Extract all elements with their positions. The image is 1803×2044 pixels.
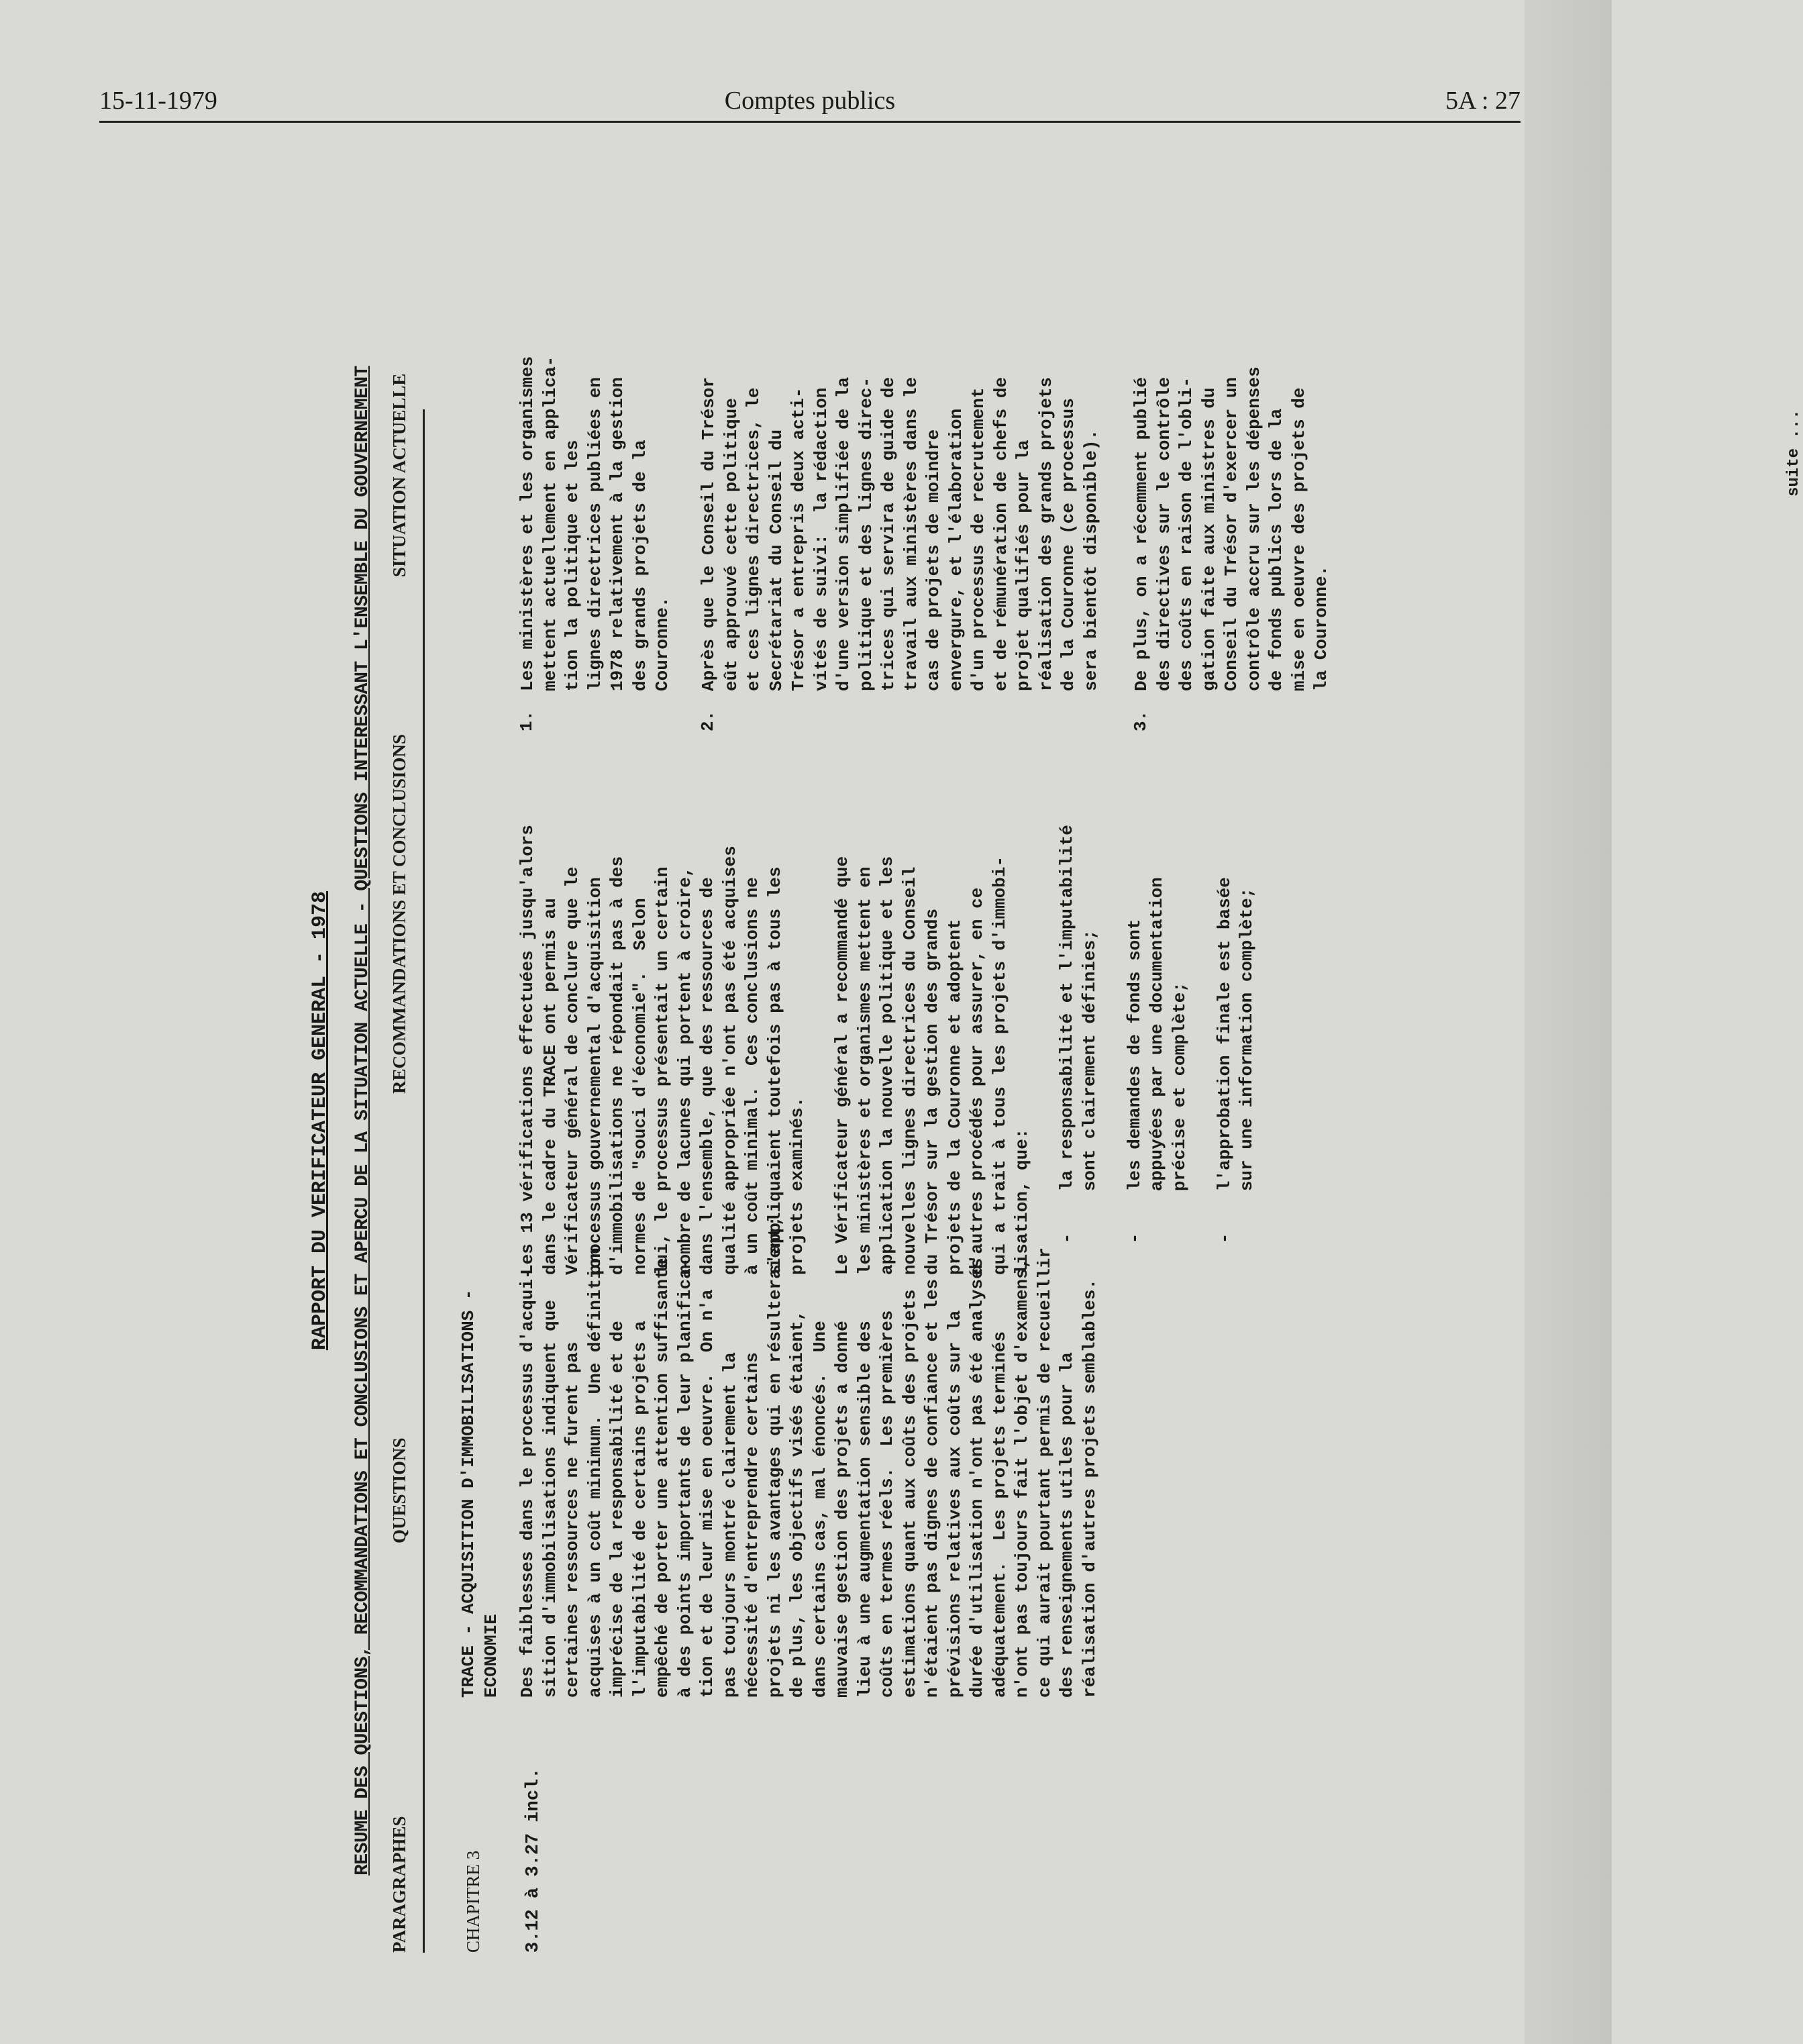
rotated-table bbox=[309, 248, 1803, 1993]
suite-note: suite ... bbox=[1785, 409, 1803, 497]
recommendations-text: Les 13 vérifications effectuées jusqu'alors dans le cadre du TRACE ont permis au Vérificateur général de conclure que le processus gouvernemental d'acquisition d'immobilisations ne répondait pas à des normes de "souci d'économie". Selon lui, le processus présentait un certain nombre de lacunes qui portent à croire, dans l'ensemble, que des ressources de qualité appropriée n'ont pas été acquises à un coût minimal. Ces conclusions ne s'appliquaient toutefois pas à tous les projets examinés. Le Vérificateur général a recommandé que les ministères et organismes mettent en application la nouvelle politique et les nouvelles lignes directrices du Conseil du Trésor sur la gestion des grands projets de la Couronne et adoptent d'autres procédés pour assurer, en ce qui a trait à tous les projets d'immobi- lisation, que: - la responsabilité et l'imputabilité sont clairement définies; - les demandes de fonds sont appuyées par une documentation précise et complète; - l'approbation finale est basée sur une information complète; bbox=[517, 825, 1257, 1275]
chapter-title: TRACE - ACQUISITION D'IMMOBILISATIONS - ECONOMIE bbox=[458, 1289, 501, 1698]
col-header-paragraphs: PARAGRAPHES bbox=[389, 1816, 409, 1953]
header-page-number: 5A : 27 bbox=[1445, 87, 1521, 115]
situation-num-1: 1. bbox=[517, 710, 537, 731]
situation-text-1: Les ministères et les organismes mettent actuellement en applica- tion la politique et les lignes directrices publiées en 1978 relativement à la gestion des grands projets de la Couronne. bbox=[517, 356, 672, 691]
situation-num-2: 2. bbox=[698, 710, 718, 731]
situation-text-2: Après que le Conseil du Trésor eût approuvé cette politique et ces lignes directrices, le Secrétariat du Conseil du Trésor a entrepris deux acti- vités de suivi: la rédaction d'une version simplifiée de la politique et des lignes direc- trices qui servira de guide de travail aux ministères dans le cas de projets de moindre envergure, et l'élaboration d'un processus de recrutement et de rémunération de chefs de projet qualifiés pour la réalisation des grands projets de la Couronne (ce processus sera bientôt disponible). bbox=[699, 376, 1101, 691]
report-title: RAPPORT DU VERIFICATEUR GENERAL - 1978 bbox=[309, 890, 331, 1351]
header-rule bbox=[423, 409, 425, 1953]
chapter-label: CHAPITRE 3 bbox=[463, 1850, 483, 1953]
header-title: Comptes publics bbox=[724, 87, 896, 115]
col-header-recommendations: RECOMMANDATIONS ET CONCLUSIONS bbox=[389, 733, 409, 1094]
col-header-questions: QUESTIONS bbox=[389, 1437, 409, 1543]
scan-edge bbox=[1525, 0, 1612, 2044]
header-date: 15-11-1979 bbox=[99, 87, 217, 115]
situation-num-3: 3. bbox=[1131, 710, 1151, 731]
paragraph-ref: 3.12 à 3.27 incl. bbox=[523, 1768, 544, 1953]
situation-text-3: De plus, on a récemment publié des directives sur le contrôle des coûts en raison de l'obli- gation faite aux ministres du Conseil du Trésor d'exercer un contrôle accru sur les dépenses de fonds publics lors de la mise en oeuvre des projets de la Couronne. bbox=[1131, 366, 1331, 691]
report-subtitle: RESUME DES QUESTIONS, RECOMMANDATIONS ET CONCLUSIONS ET APERCU DE LA SITUATION ACTUELLE - QUESTIONS INTERESSANT L'ENSEMBLE DU GOUVERNEMENT bbox=[352, 366, 373, 1876]
questions-text: Des faiblesses dans le processus d'acqui- sition d'immobilisations indiquent que certaines ressources ne furent pas acquises à un coût minimum. Une définition imprécise de la responsabilité et de l'imputabilité de certains projets a empêché de porter une attention suffisante à des points importants de leur planifica- tion et de leur mise en oeuvre. On n'a pas toujours montré clairement la nécessité d'entreprendre certains projets ni les avantages qui en résulteraient; de plus, les objectifs visés étaient, dans certains cas, mal énoncés. Une mauvaise gestion des projets a donné lieu à une augmentation sensible des coûts en termes réels. Les premières estimations quant aux coûts des projets n'étaient pas dignes de confiance et les prévisions relatives aux coûts sur la durée d'utilisation n'ont pas été analysés adéquatement. Les projets terminés n'ont pas toujours fait l'objet d'examens, ce qui aurait pourtant permis de recueillir des renseignements utiles pour la réalisation d'autres projets semblables. bbox=[517, 1216, 1100, 1698]
col-header-situation: SITUATION ACTUELLE bbox=[389, 373, 409, 577]
page-header bbox=[99, 81, 1521, 123]
